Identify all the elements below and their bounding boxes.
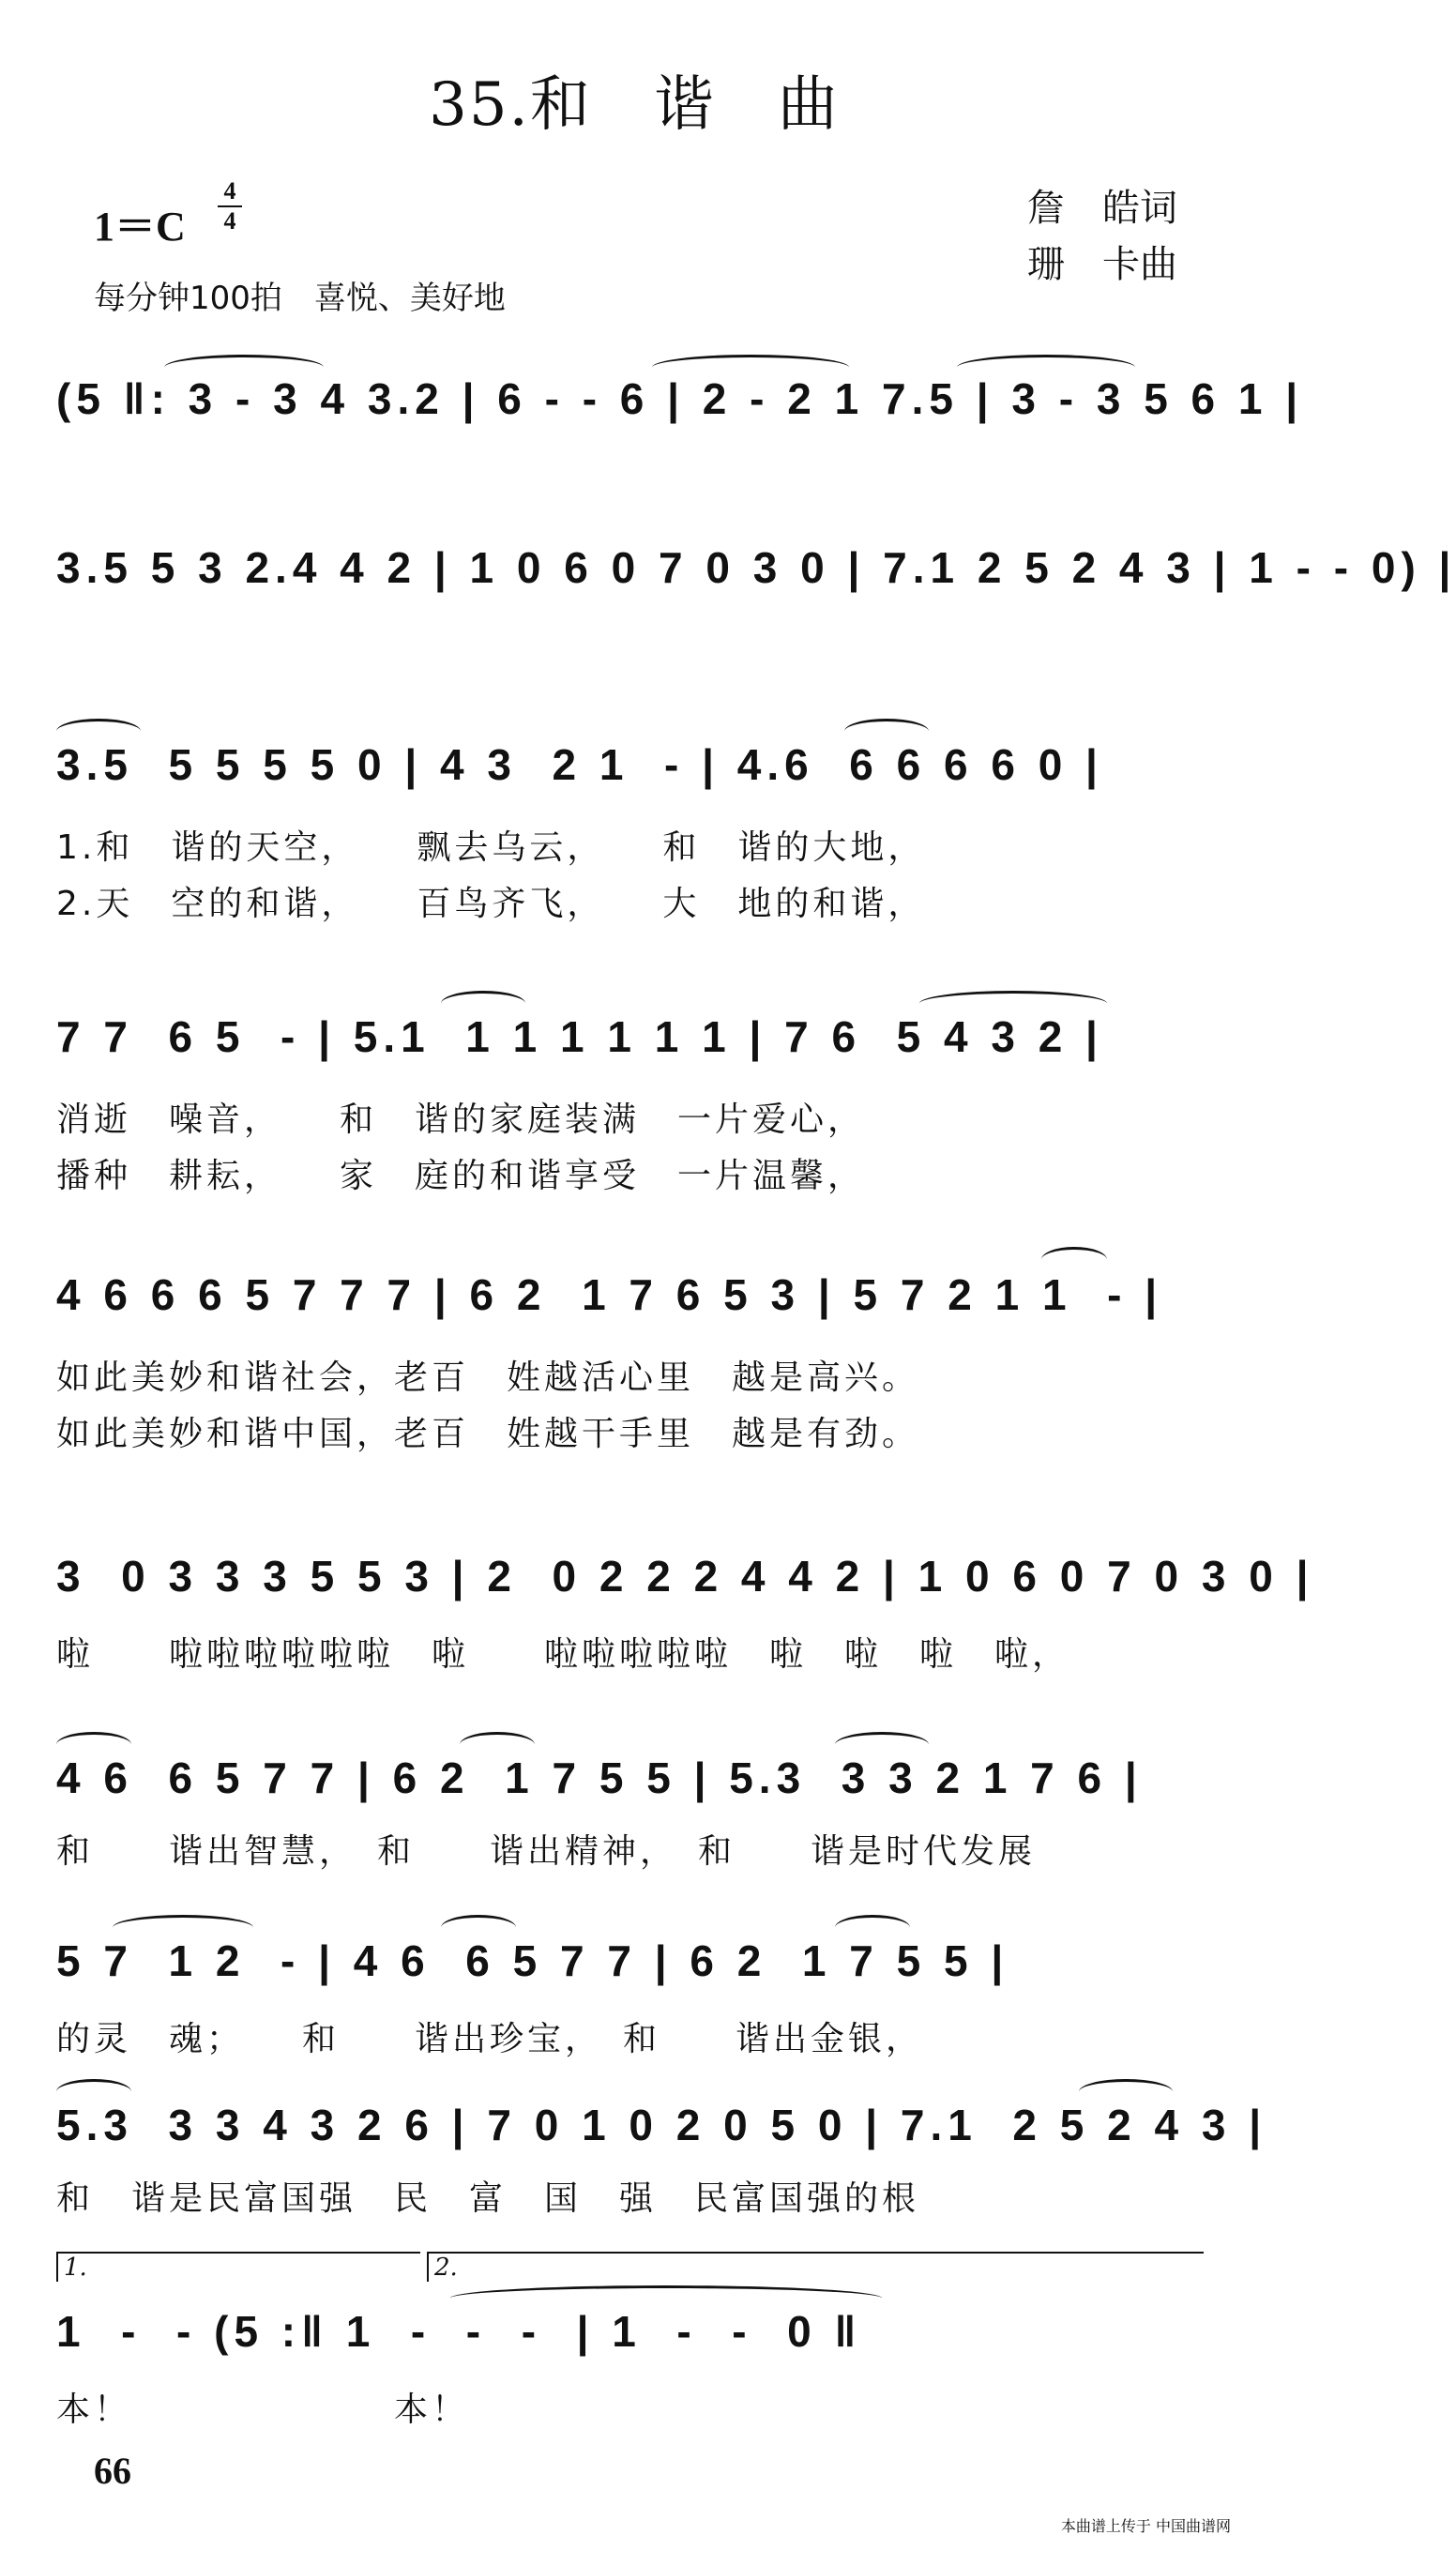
notes: 3.5 5 3 2.4 4 2 | 1 0 6 0 7 0 3 0 | 7.1 2 5 2 4 3 | 1 - - 0) |	[56, 543, 1456, 592]
lyric-line-verse1: 1.和 谐的天空， 飘去乌云， 和 谐的大地，	[56, 828, 926, 867]
score-row-9	[56, 2092, 1267, 2158]
song-title: 35.和 谐 曲	[429, 70, 840, 140]
score-row-4	[56, 1004, 1238, 1070]
lyricist-credit: 詹 皓词	[1027, 187, 1177, 230]
time-signature	[218, 179, 242, 234]
lyric-line-verse2: 播种 耕耘， 家 庭的和谐享受 一片温馨，	[56, 1157, 866, 1195]
tempo-marking: 每分钟100拍 喜悦、美好地	[94, 280, 506, 317]
lyric-line: 和 谐出智慧， 和 谐出精神， 和 谐是时代发展	[56, 1832, 1037, 1871]
page-number: 66	[94, 2450, 131, 2492]
score-row-1	[56, 366, 1304, 432]
lyric-line: 和 谐是民富国强 民 富 国 强 民富国强的根	[56, 2179, 920, 2218]
lyric-line-verse1: 消逝 噪音， 和 谐的家庭装满 一片爱心，	[56, 1100, 866, 1139]
notes: 1 - - (5 :‖ 1 - - - | 1 - - 0 ‖	[56, 2307, 862, 2356]
volta-second-ending: 2.	[427, 2252, 1204, 2282]
lyric-line: 的灵 魂； 和 谐出珍宝， 和 谐出金银，	[56, 2020, 924, 2058]
volta-first-ending: 1.	[56, 2252, 420, 2282]
key-label: 1＝C	[94, 204, 186, 250]
notes: 4 6 6 6 5 7 7 7 | 6 2 1 7 6 5 3 | 5 7 2 1 1 - |	[56, 1270, 1163, 1319]
score-row-7	[56, 1745, 1238, 1811]
score-row-3	[56, 732, 1238, 797]
score-row-10	[56, 2299, 1238, 2364]
lyric-line-verse2: 如此美妙和谐中国，老百 姓越干手里 越是有劲。	[56, 1415, 920, 1453]
notes: 3.5 5 5 5 5 0 | 4 3 2 1 - | 4.6 6 6 6 6 0 |	[56, 740, 1103, 789]
lyric-line: 啦 啦啦啦啦啦啦 啦 啦啦啦啦啦 啦 啦 啦 啦，	[56, 1635, 1070, 1674]
time-bottom: 4	[223, 207, 236, 235]
lyric-line-verse1: 如此美妙和谐社会，老百 姓越活心里 越是高兴。	[56, 1358, 920, 1397]
notes: 3 0 3 3 3 5 5 3 | 2 0 2 2 2 4 4 2 | 1 0 6 0 7 0 3 0 |	[56, 1552, 1314, 1601]
key-signature	[94, 177, 236, 252]
time-top: 4	[223, 177, 236, 205]
notes: 5 7 1 2 - | 4 6 6 5 7 7 | 6 2 1 7 5 5 |	[56, 1936, 1009, 1985]
score-row-2	[56, 535, 1456, 600]
notes: 5.3 3 3 4 3 2 6 | 7 0 1 0 2 0 5 0 | 7.1 2 5 2 4 3 |	[56, 2101, 1267, 2149]
score-row-8	[56, 1928, 1238, 1994]
notes: (5 ‖: 3 - 3 4 3.2 | 6 - - 6 | 2 - 2 1 7.5 | 3 - 3 5 6 1 |	[56, 374, 1304, 423]
notes: 7 7 6 5 - | 5.1 1 1 1 1 1 1 | 7 6 5 4 3 2 |	[56, 1012, 1103, 1061]
score-row-5	[56, 1262, 1238, 1328]
source-footer: 本曲谱上传于 中国曲谱网	[1060, 2517, 1231, 2535]
composer-credit: 珊 卡曲	[1027, 243, 1177, 286]
score-row-6	[56, 1543, 1314, 1609]
lyric-line-verse2: 2.天 空的和谐， 百鸟齐飞， 大 地的和谐，	[56, 885, 926, 923]
notes: 4 6 6 5 7 7 | 6 2 1 7 5 5 | 5.3 3 3 2 1 7 6 |	[56, 1753, 1143, 1802]
lyric-line: 本！ 本！	[56, 2391, 470, 2429]
